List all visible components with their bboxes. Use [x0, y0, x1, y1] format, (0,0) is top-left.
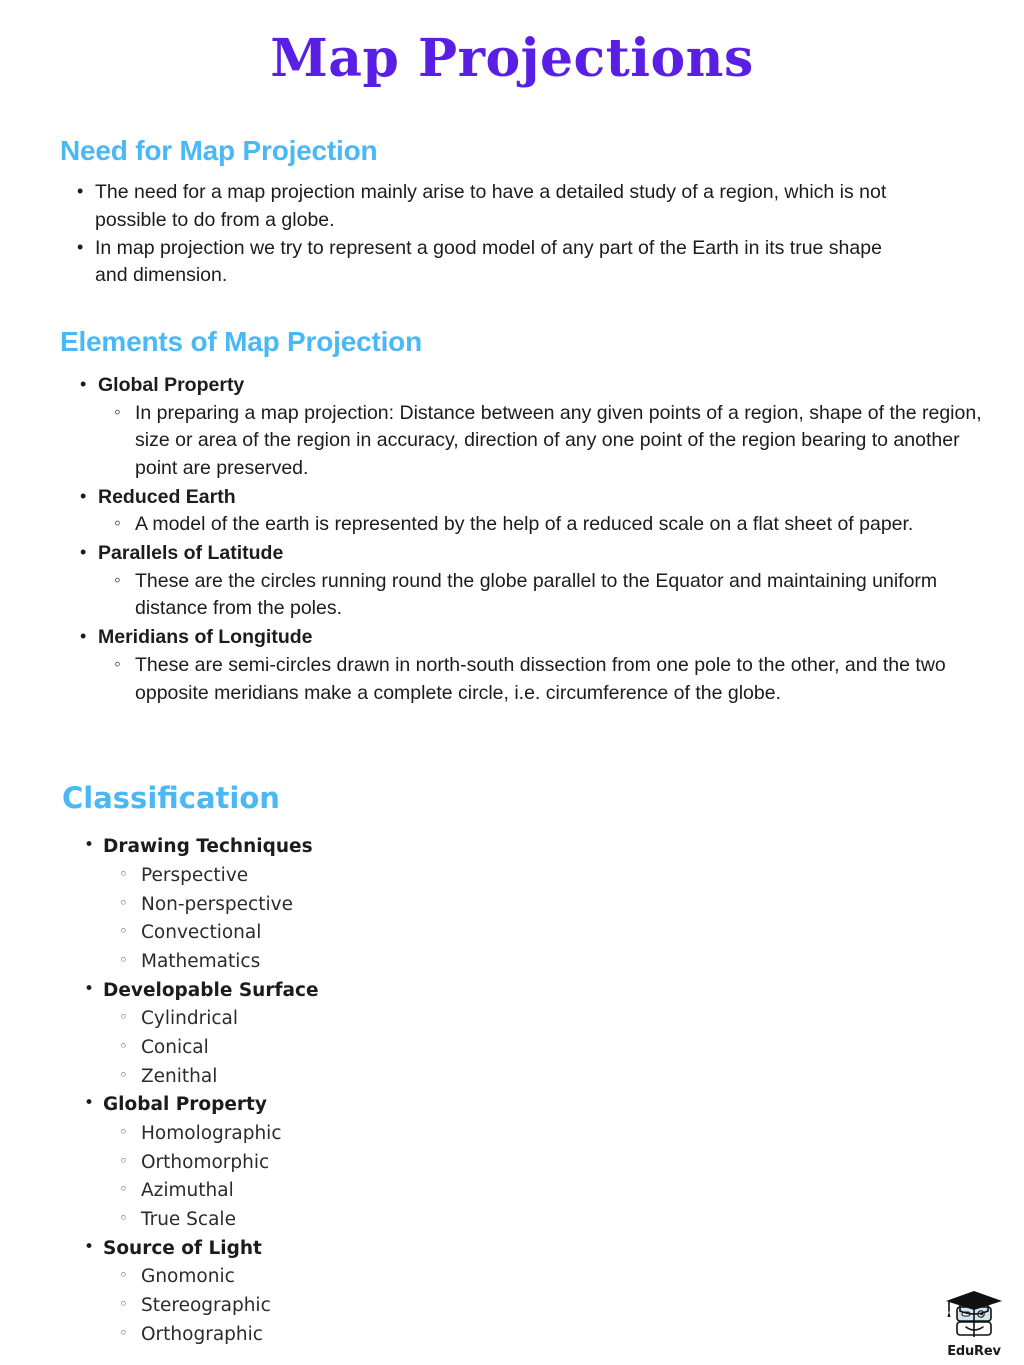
sub-list — [114, 511, 1005, 539]
list-need-for-map-projection — [77, 179, 907, 290]
sub-list-item-text: Gnomonic — [141, 1266, 235, 1288]
sub-list-item — [114, 400, 1005, 483]
sub-list-item — [119, 1005, 684, 1034]
sub-list-item — [119, 1206, 684, 1235]
list-item — [84, 1235, 684, 1350]
list-item — [77, 179, 907, 234]
sub-list — [119, 1263, 684, 1349]
list-item — [80, 484, 1005, 539]
logo-label: EduRev — [947, 1344, 1001, 1359]
sub-list-item — [119, 1263, 684, 1292]
list-item — [84, 833, 684, 976]
sub-list-item — [114, 511, 1005, 539]
list-item-text: The need for a map projection mainly arise to have a detailed study of a region, which is not possible to do from a globe. — [95, 181, 887, 231]
list-item — [80, 372, 1005, 483]
sub-list-item — [119, 1034, 684, 1063]
sub-list-item — [114, 568, 1005, 623]
sub-list-item-text: Mathematics — [141, 950, 261, 972]
sub-list-item — [119, 891, 684, 920]
section-heading-elements-of-map-projection: Elements of Map Projection — [60, 325, 422, 357]
sub-list-item-text: Zenithal — [141, 1065, 218, 1087]
sub-list-item-text: In preparing a map projection: Distance between any given points of a region, shape of the region, size or area of the region in accuracy, direction of any one point of the region bearing to another point are preserved. — [135, 401, 982, 479]
graduation-cap-mascot-icon — [942, 1289, 1006, 1343]
list-item — [80, 540, 1005, 623]
sub-list-item-text: These are semi-circles drawn in north-south dissection from one pole to the other, and the two opposite meridians make a complete circle, i.e. circumference of the globe. — [135, 653, 946, 704]
list-item-label: Parallels of Latitude — [98, 542, 284, 565]
page-title: Map Projections — [270, 28, 754, 89]
list-item — [84, 1091, 684, 1234]
sub-list-item — [119, 862, 684, 891]
sub-list-item — [119, 1177, 684, 1206]
sub-list — [119, 1005, 684, 1091]
list-item — [84, 977, 684, 1092]
sub-list-item-text: Cylindrical — [141, 1008, 239, 1030]
sub-list — [114, 568, 1005, 623]
sub-list-item — [119, 1120, 684, 1149]
sub-list-item — [119, 948, 684, 977]
list-item-label: Source of Light — [103, 1237, 262, 1259]
sub-list-item-text: A model of the earth is represented by the help of a reduced scale on a flat sheet of paper. — [135, 513, 914, 536]
list-item-label: Global Property — [98, 373, 245, 396]
sub-list-item — [119, 1292, 684, 1321]
list-item-label: Global Property — [103, 1094, 267, 1116]
sub-list-item — [119, 1063, 684, 1092]
sub-list-item-text: Homolographic — [141, 1122, 282, 1144]
sub-list-item-text: Azimuthal — [141, 1180, 234, 1202]
list-item-label: Reduced Earth — [98, 485, 236, 508]
list-item — [77, 235, 907, 290]
sub-list — [114, 400, 1005, 483]
sub-list-item-text: Orthomorphic — [141, 1151, 270, 1173]
sub-list-item — [119, 919, 684, 948]
list-item-text: In map projection we try to represent a good model of any part of the Earth in its true shape and dimension. — [95, 236, 882, 287]
list-item — [80, 624, 1005, 707]
sub-list-item-text: Stereographic — [141, 1294, 271, 1316]
list-item-label: Developable Surface — [103, 979, 319, 1001]
sub-list-item-text: Convectional — [141, 922, 262, 944]
list-item-label: Meridians of Longitude — [98, 626, 313, 649]
sub-list-item-text: Conical — [141, 1036, 209, 1058]
edurev-logo — [934, 1289, 1014, 1359]
sub-list-item-text: Perspective — [141, 864, 249, 886]
sub-list-item-text: True Scale — [141, 1208, 236, 1230]
sub-list-item — [114, 652, 1005, 707]
list-item-label: Drawing Techniques — [103, 836, 313, 858]
sub-list — [119, 1120, 684, 1235]
sub-list-item-text: Non-perspective — [141, 893, 293, 915]
list-classification — [84, 833, 684, 1349]
sub-list-item-text: Orthographic — [141, 1323, 263, 1345]
sub-list-item-text: These are the circles running round the globe parallel to the Equator and maintaining uniform distance from the poles. — [135, 569, 938, 620]
sub-list-item — [119, 1149, 684, 1178]
list-elements-of-map-projection — [80, 372, 1005, 707]
section-heading-classification: Classification — [62, 781, 280, 816]
sub-list — [114, 652, 1005, 707]
sub-list — [119, 862, 684, 977]
section-heading-need-for-map-projection: Need for Map Projection — [60, 135, 378, 167]
sub-list-item — [119, 1321, 684, 1350]
